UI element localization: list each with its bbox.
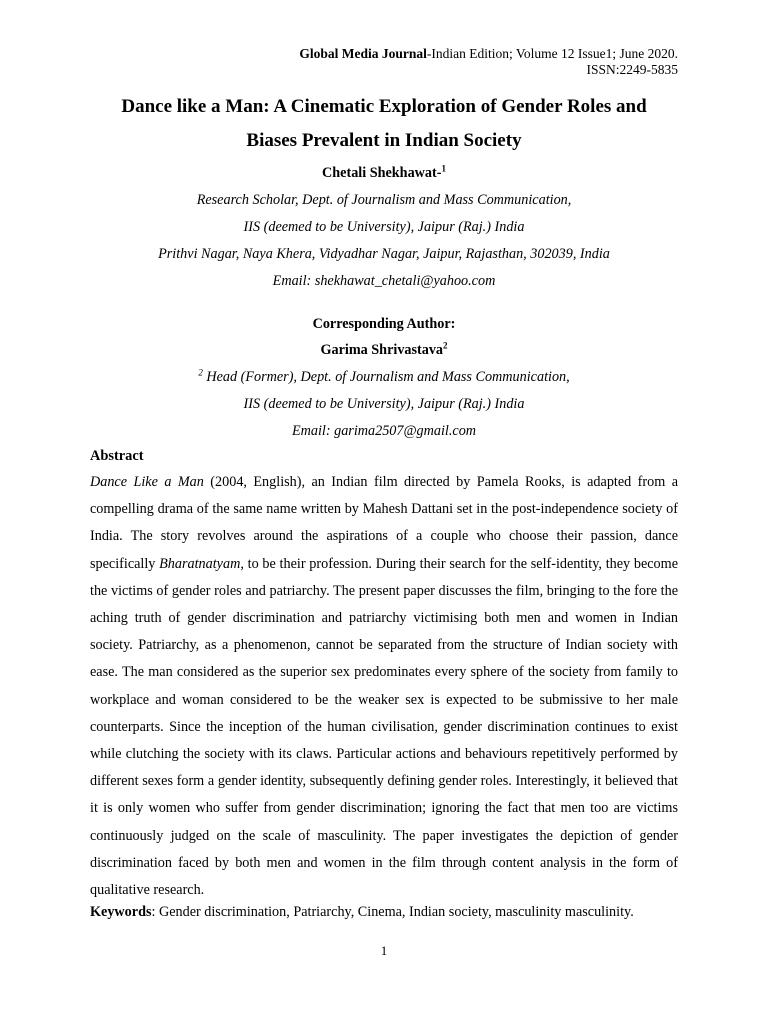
abstract-part-2: , to be their profession. During their search for the self-identity, they become the victims of gender roles and patriarchy. The present paper discusses the film, bringing to the fore the aching truth of gender discrimination and patriarchy victimising both men and women in Indian society. Patriarchy, as a phenomenon, cannot be separated from the structure of Indian society with ease. The man considered as the superior sex predominates every sphere of the society from family to workplace and woman considered to be the weaker sex is expected to be submissive to her male counterparts. Since the inception of the human civilisation, gender discrimination continues to exist while clutching the society with its claws. Particular actions and behaviours repetitively performed by different sexes form a gender identity, subsequently defining gender roles. Interestingly, it believed that it is only women who suffer from gender discrimination; ignoring the fact that men too are victims continuously judged on the scale of masculinity. The paper investigates the depiction of gender discrimination faced by both men and women in the film through content analysis in the form of qualitative research. <box>90 555 678 899</box>
abstract-part-1: (2004, English), an Indian film directed by Pamela Rooks, is adapted from a compelling drama of the same name written by Mahesh Dattani set in the post-independence society of India. The story revolves around the aspirations of a couple who choose their passion, dance specifically <box>90 474 678 572</box>
journal-name: Global Media Journal <box>299 46 427 61</box>
corresponding-email: Email: garima2507@gmail.com <box>291 423 477 439</box>
title-line-1: Dance like a Man: A Cinematic Exploration of Gender Roles and <box>121 96 647 117</box>
corresponding-name-sup: 2 <box>443 340 448 351</box>
corresponding-affiliation-2: IIS (deemed to be University), Jaipur (Raj.) India <box>243 396 525 412</box>
keywords-text: : Gender discrimination, Patriarchy, Cinema, Indian society, masculinity masculinity. <box>151 904 634 920</box>
author-1-address: Prithvi Nagar, Naya Khera, Vidyadhar Nagar, Jaipur, Rajasthan, 302039, India <box>158 246 610 262</box>
abstract-film-title: Dance Like a Man <box>90 474 204 490</box>
journal-edition: -Indian Edition; Volume 12 Issue1; June 2020. <box>426 46 678 61</box>
author-1-affiliation-1: Research Scholar, Dept. of Journalism and Mass Communication, <box>196 192 572 208</box>
corresponding-author-label: Corresponding Author: <box>312 316 456 332</box>
title-line-2: Biases Prevalent in Indian Society <box>246 130 522 151</box>
abstract-body <box>90 469 678 904</box>
author-1-email: Email: shekhawat_chetali@yahoo.com <box>272 273 496 289</box>
keywords-label: Keywords <box>90 904 152 920</box>
corresponding-author-name: Garima Shrivastava$^2$ <box>320 340 448 358</box>
author-1-sup: 1 <box>441 163 446 174</box>
author-1-name: Chetali Shekhawat-$^1$ <box>322 163 446 181</box>
journal-header <box>299 46 678 78</box>
corresponding-affiliation-1: $^2$ Head (Former), Dept. of Journalism and Mass Communication, <box>198 367 570 385</box>
author-1-affiliation-2: IIS (deemed to be University), Jaipur (Raj.) India <box>243 219 525 235</box>
keywords-line <box>90 903 678 921</box>
paper-title <box>90 90 678 158</box>
journal-citation <box>299 46 678 62</box>
abstract-heading: Abstract <box>90 448 144 464</box>
corresponding-aff-sup: 2 <box>198 367 203 378</box>
abstract-dance-form: Bharatnatyam <box>159 555 241 572</box>
journal-issn: ISSN:2249-5835 <box>586 62 678 77</box>
page-number: 1 <box>380 943 388 958</box>
